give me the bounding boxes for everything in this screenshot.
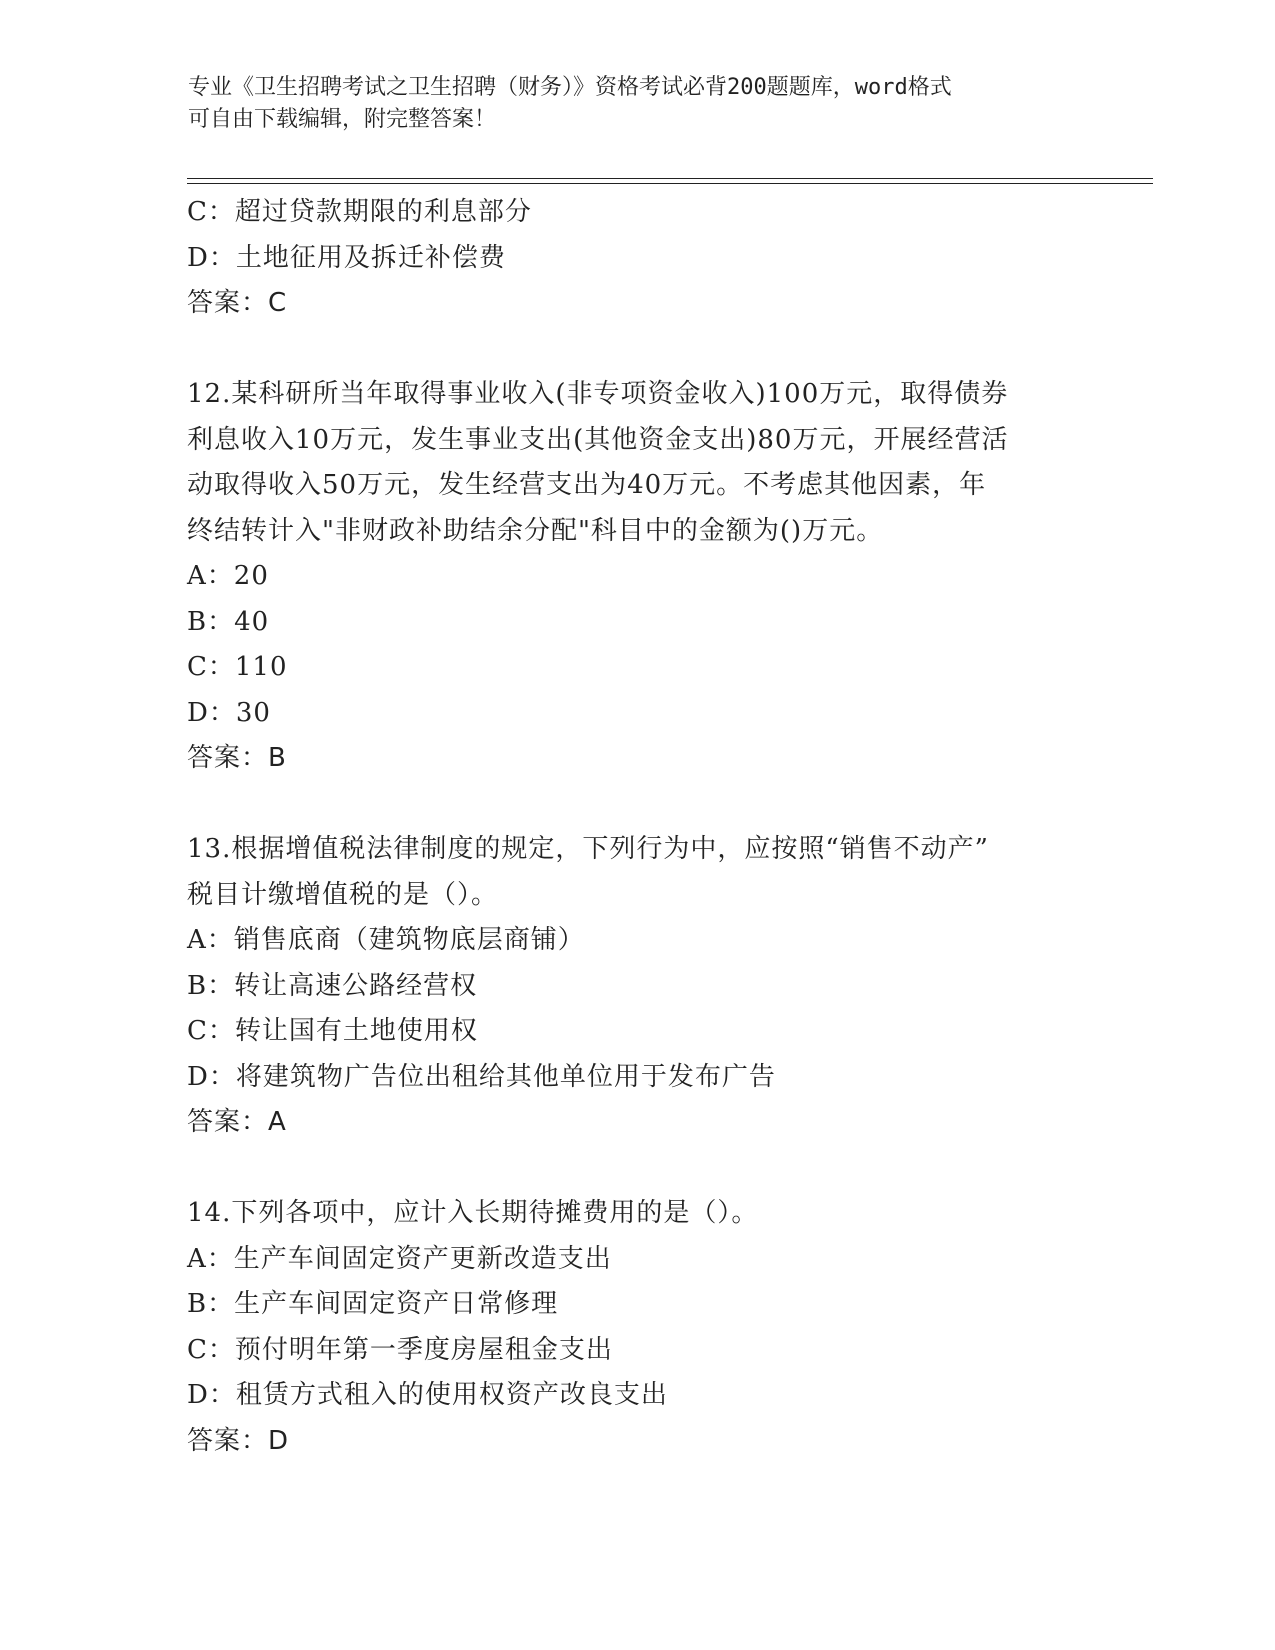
spacer — [187, 782, 1087, 828]
question-stem-line: 终结转计入"非财政补助结余分配"科目中的金额为()万元。 — [187, 515, 884, 546]
question-12 — [187, 372, 1087, 782]
answer-line: 答案：C — [187, 288, 288, 318]
question-stem-line: 12.某科研所当年取得事业收入(非专项资金收入)100万元，取得债券 — [187, 379, 1009, 409]
page-header — [188, 72, 1068, 136]
question-stem-line: 14.下列各项中，应计入长期待摊费用的是（）。 — [187, 1198, 759, 1228]
option-d: D：土地征用及拆迁补偿费 — [187, 242, 506, 273]
option-a: A：20 — [187, 561, 269, 591]
option-a: A：生产车间固定资产更新改造支出 — [187, 1243, 612, 1274]
option-b: B：生产车间固定资产日常修理 — [187, 1289, 559, 1319]
option-d: D：30 — [187, 697, 271, 728]
question-stem-line: 动取得收入50万元，发生经营支出为40万元。不考虑其他因素，年 — [187, 470, 987, 500]
option-c: C：预付明年第一季度房屋租金支出 — [187, 1334, 613, 1365]
question-11-continued — [187, 190, 1087, 327]
header-line-2: 可自由下载编辑，附完整答案！ — [188, 107, 497, 132]
question-stem-line: 13.根据增值税法律制度的规定，下列行为中，应按照“销售不动产” — [187, 834, 989, 864]
option-b: B：40 — [187, 606, 270, 637]
option-a: A：销售底商（建筑物底层商铺） — [187, 925, 585, 955]
answer-line: 答案：D — [187, 1425, 290, 1456]
option-c: C：110 — [187, 652, 288, 682]
answer-line: 答案：A — [187, 1107, 287, 1137]
header-line-1: 专业《卫生招聘考试之卫生招聘（财务）》资格考试必背200题题库，word格式 — [188, 75, 952, 100]
option-c: C：转让国有土地使用权 — [187, 1016, 478, 1046]
option-b: B：转让高速公路经营权 — [187, 970, 478, 1001]
header-rule-bottom — [187, 183, 1153, 184]
option-d: D：将建筑物广告位出租给其他单位用于发布广告 — [187, 1061, 776, 1092]
header-rule-top — [187, 178, 1153, 179]
question-stem-line: 利息收入10万元，发生事业支出(其他资金支出)80万元，开展经营活 — [187, 424, 1009, 455]
question-stem-line: 税目计缴增值税的是（）。 — [187, 879, 499, 910]
spacer — [187, 1146, 1087, 1192]
option-c: C：超过贷款期限的利息部分 — [187, 197, 532, 227]
spacer — [187, 327, 1087, 373]
question-14 — [187, 1191, 1087, 1464]
question-13 — [187, 827, 1087, 1146]
answer-line: 答案：B — [187, 743, 287, 773]
option-d: D：租赁方式租入的使用权资产改良支出 — [187, 1380, 668, 1410]
document-body — [187, 190, 1087, 1464]
